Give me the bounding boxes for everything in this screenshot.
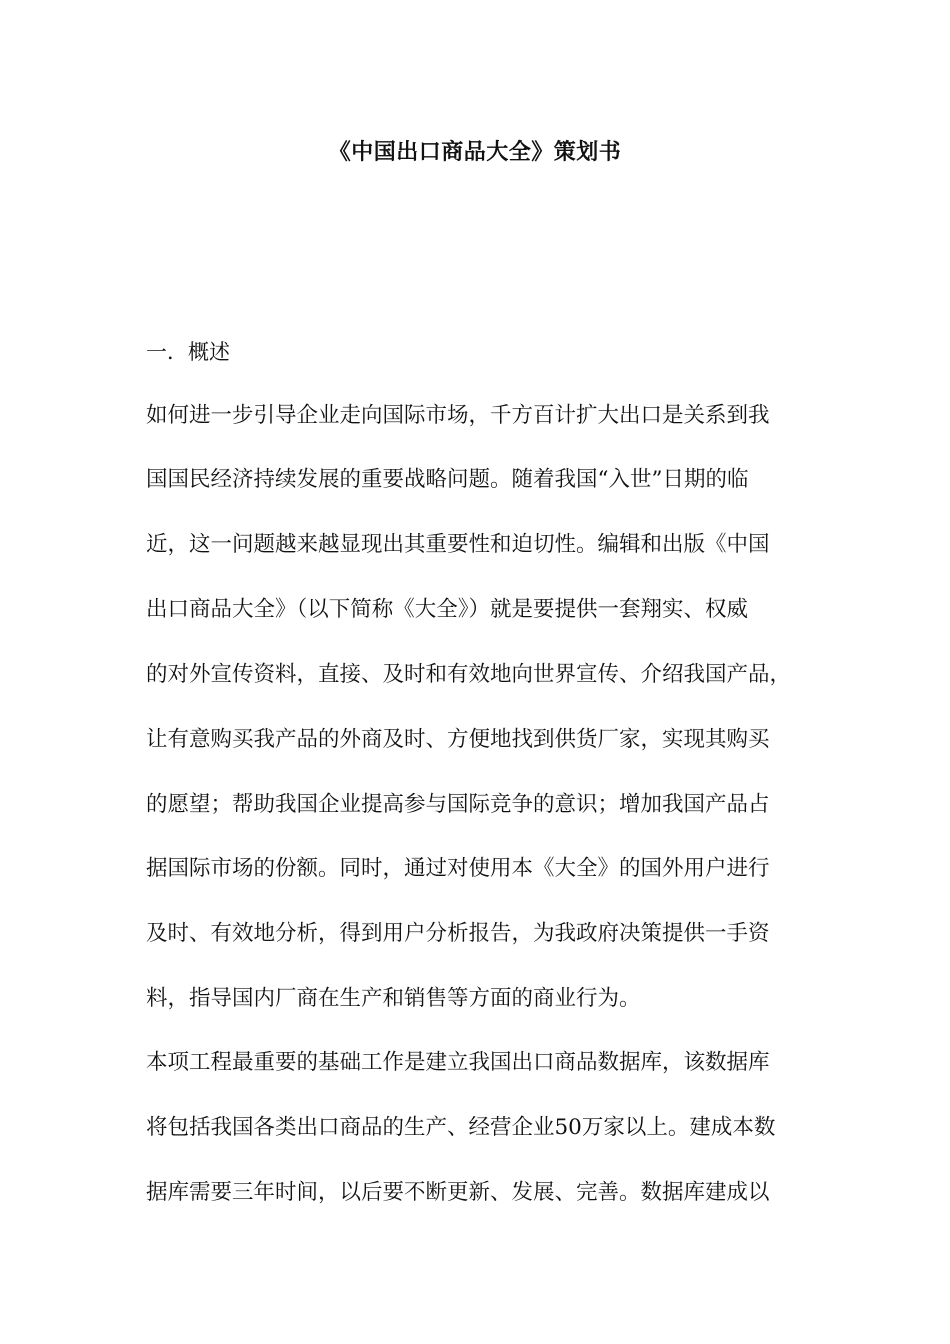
- paragraph-line: 近，这一问题越来越显现出其重要性和迫切性。编辑和出版《中国: [146, 532, 770, 557]
- paragraph-line: 让有意购买我产品的外商及时、方便地找到供货厂家，实现其购买: [146, 727, 770, 752]
- document-title: 《中国出口商品大全》策划书: [328, 139, 622, 165]
- paragraph-line: 及时、有效地分析，得到用户分析报告，为我政府决策提供一手资: [146, 921, 770, 946]
- paragraph-line: 据库需要三年时间，以后要不断更新、发展、完善。数据库建成以: [146, 1180, 770, 1205]
- paragraph-line: 的对外宣传资料，直接、及时和有效地向世界宣传、介绍我国产品，: [146, 662, 792, 687]
- paragraph-line: 将包括我国各类出口商品的生产、经营企业50万家以上。建成本数: [146, 1115, 776, 1140]
- paragraph-line: 本项工程最重要的基础工作是建立我国出口商品数据库，该数据库: [146, 1050, 770, 1075]
- paragraph-line: 国国民经济持续发展的重要战略问题。随着我国“入世”日期的临: [146, 467, 749, 492]
- paragraph-line: 的愿望；帮助我国企业提高参与国际竞争的意识；增加我国产品占: [146, 792, 770, 817]
- section-heading: 一．概述: [146, 340, 230, 364]
- paragraph-line: 据国际市场的份额。同时，通过对使用本《大全》的国外用户进行: [146, 856, 770, 881]
- paragraph-line: 料，指导国内厂商在生产和销售等方面的商业行为。: [146, 986, 641, 1011]
- paragraph-line: 如何进一步引导企业走向国际市场，千方百计扩大出口是关系到我: [146, 403, 770, 428]
- paragraph-line: 出口商品大全》（以下简称《大全》）就是要提供一套翔实、权威: [146, 597, 749, 622]
